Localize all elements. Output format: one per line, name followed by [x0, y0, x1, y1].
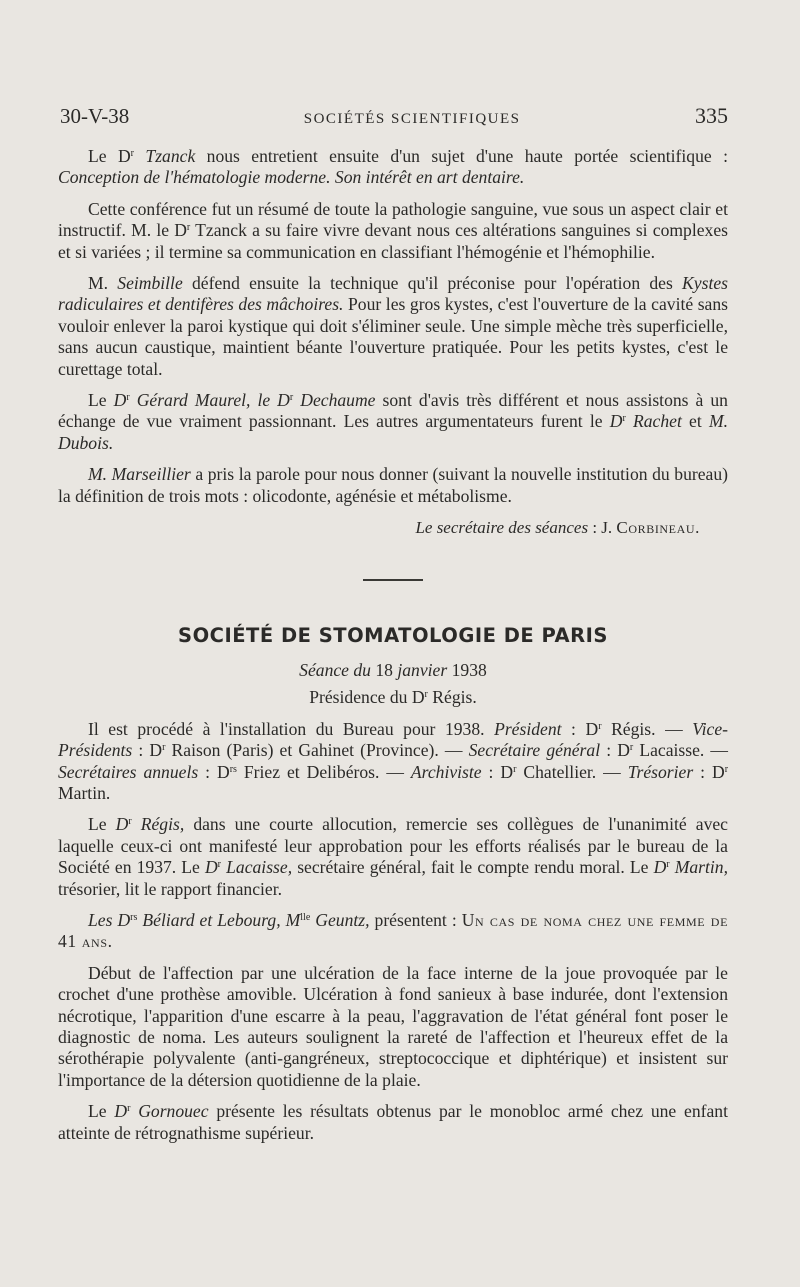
signature: Le secrétaire des séances : J. Corbineau.: [415, 518, 700, 538]
paragraph-marseillier: M. Marseillier a pris la parole pour nous donner (suivant la nouvelle institution du bureau) la définition de trois mots : olicodonte, agénésie et métabolisme.: [58, 464, 728, 506]
running-title: SOCIÉTÉS SCIENTIFIQUES: [303, 111, 521, 127]
page-header: [60, 103, 728, 129]
page-number: 335: [695, 103, 728, 128]
paragraph-conference: Cette conférence fut un résumé de toute la pathologie sanguine, vue sous un aspect clair et instructif. M. le $D^r$ Tzanck a su faire vivre devant nous ces altérations sanguines si complexes et si variées ; il termine sa communication en classifiant l'hémogénie et l'hémophilie.: [58, 198, 728, 262]
paragraph-bureau: Il est procédé à l'installation du Bureau pour 1938. Président : $D^r$ Régis. — Vice-Présidents : $D^r$ Raison (Paris) et Gahinet (Province). — Secrétaire général : $D^r$ Lacaisse. — Secrétaires annuels : $D^{rs}$ Friez et Delibéros. — Archiviste : $D^r$ Chatellier. — Trésorier : $D^r$ Martin.: [58, 718, 729, 803]
seance-date: Séance du 18 janvier 1938: [299, 659, 487, 680]
header-date: 30-V-38: [60, 104, 130, 128]
paragraph-tzanck: Le $D^r$ Tzanck nous entretient ensuite d'un sujet d'une haute portée scientifique : Conception de l'hématologie moderne. Son intérêt en art dentaire.: [58, 146, 728, 188]
section-title: SOCIÉTÉ DE STOMATOLOGIE DE PARIS: [178, 623, 608, 647]
paragraph-noma-title: Les $D^{rs}$ Béliard et Lebourg, $M^{lle}$ Geuntz, présentent : Un cas de noma chez une femme de 41 ans.: [58, 909, 728, 952]
page-body: [58, 146, 728, 1154]
paragraph-gornouec: Le $D^r$ Gornouec présente les résultats obtenus par le monobloc armé chez une enfant atteinte de rétrognathisme supérieur.: [58, 1101, 728, 1143]
presidence: Présidence du $D^r$ Régis.: [309, 687, 477, 708]
section-divider: [363, 579, 423, 581]
paragraph-seimbille: M. Seimbille défend ensuite la technique qu'il préconise pour l'opération des Kystes radiculaires et dentifères des mâchoires. Pour les gros kystes, c'est l'ouverture de la cavité sans vouloir enlever la paroi kystique qui doit s'éliminer seule. Une simple mèche très superficielle, sans aucun caustique, maintient béante l'ouverture pratiquée. Pour les petits kystes, c'est le curettage total.: [58, 273, 728, 379]
paragraph-regis: Le $D^r$ Régis, dans une courte allocution, remercie ses collègues de l'unanimité avec laquelle ceux-ci ont manifesté leur approbation pour les efforts réalisés par le bureau de la Société en 1937. Le $D^r$ Lacaisse, secrétaire général, fait le compte rendu moral. Le $D^r$ Martin, trésorier, lit le rapport financier.: [58, 814, 728, 899]
paragraph-discussion: Le $D^r$ Gérard Maurel, le $D^r$ Dechaume sont d'avis très différent et nous assistons à un échange de vue vraiment passionnant. Les autres argumentateurs furent le $D^r$ Rachet et M. Dubois.: [58, 390, 729, 453]
paragraph-noma-case: Début de l'affection par une ulcération de la face interne de la joue provoquée par le crochet d'une prothèse amovible. Ulcération à fond sanieux à base indurée, dont l'extension nécrotique, l'apparition d'une escarre à la peau, l'aggravation de l'état général font poser le diagnostic de noma. Les auteurs soulignent la rareté de l'affection et l'heureux effet de la sérothérapie polyvalente (anti-gangréneux, streptococcique et diphtérique) et insistent sur l'importance de la détersion quotidienne de la plaie.: [58, 962, 728, 1090]
